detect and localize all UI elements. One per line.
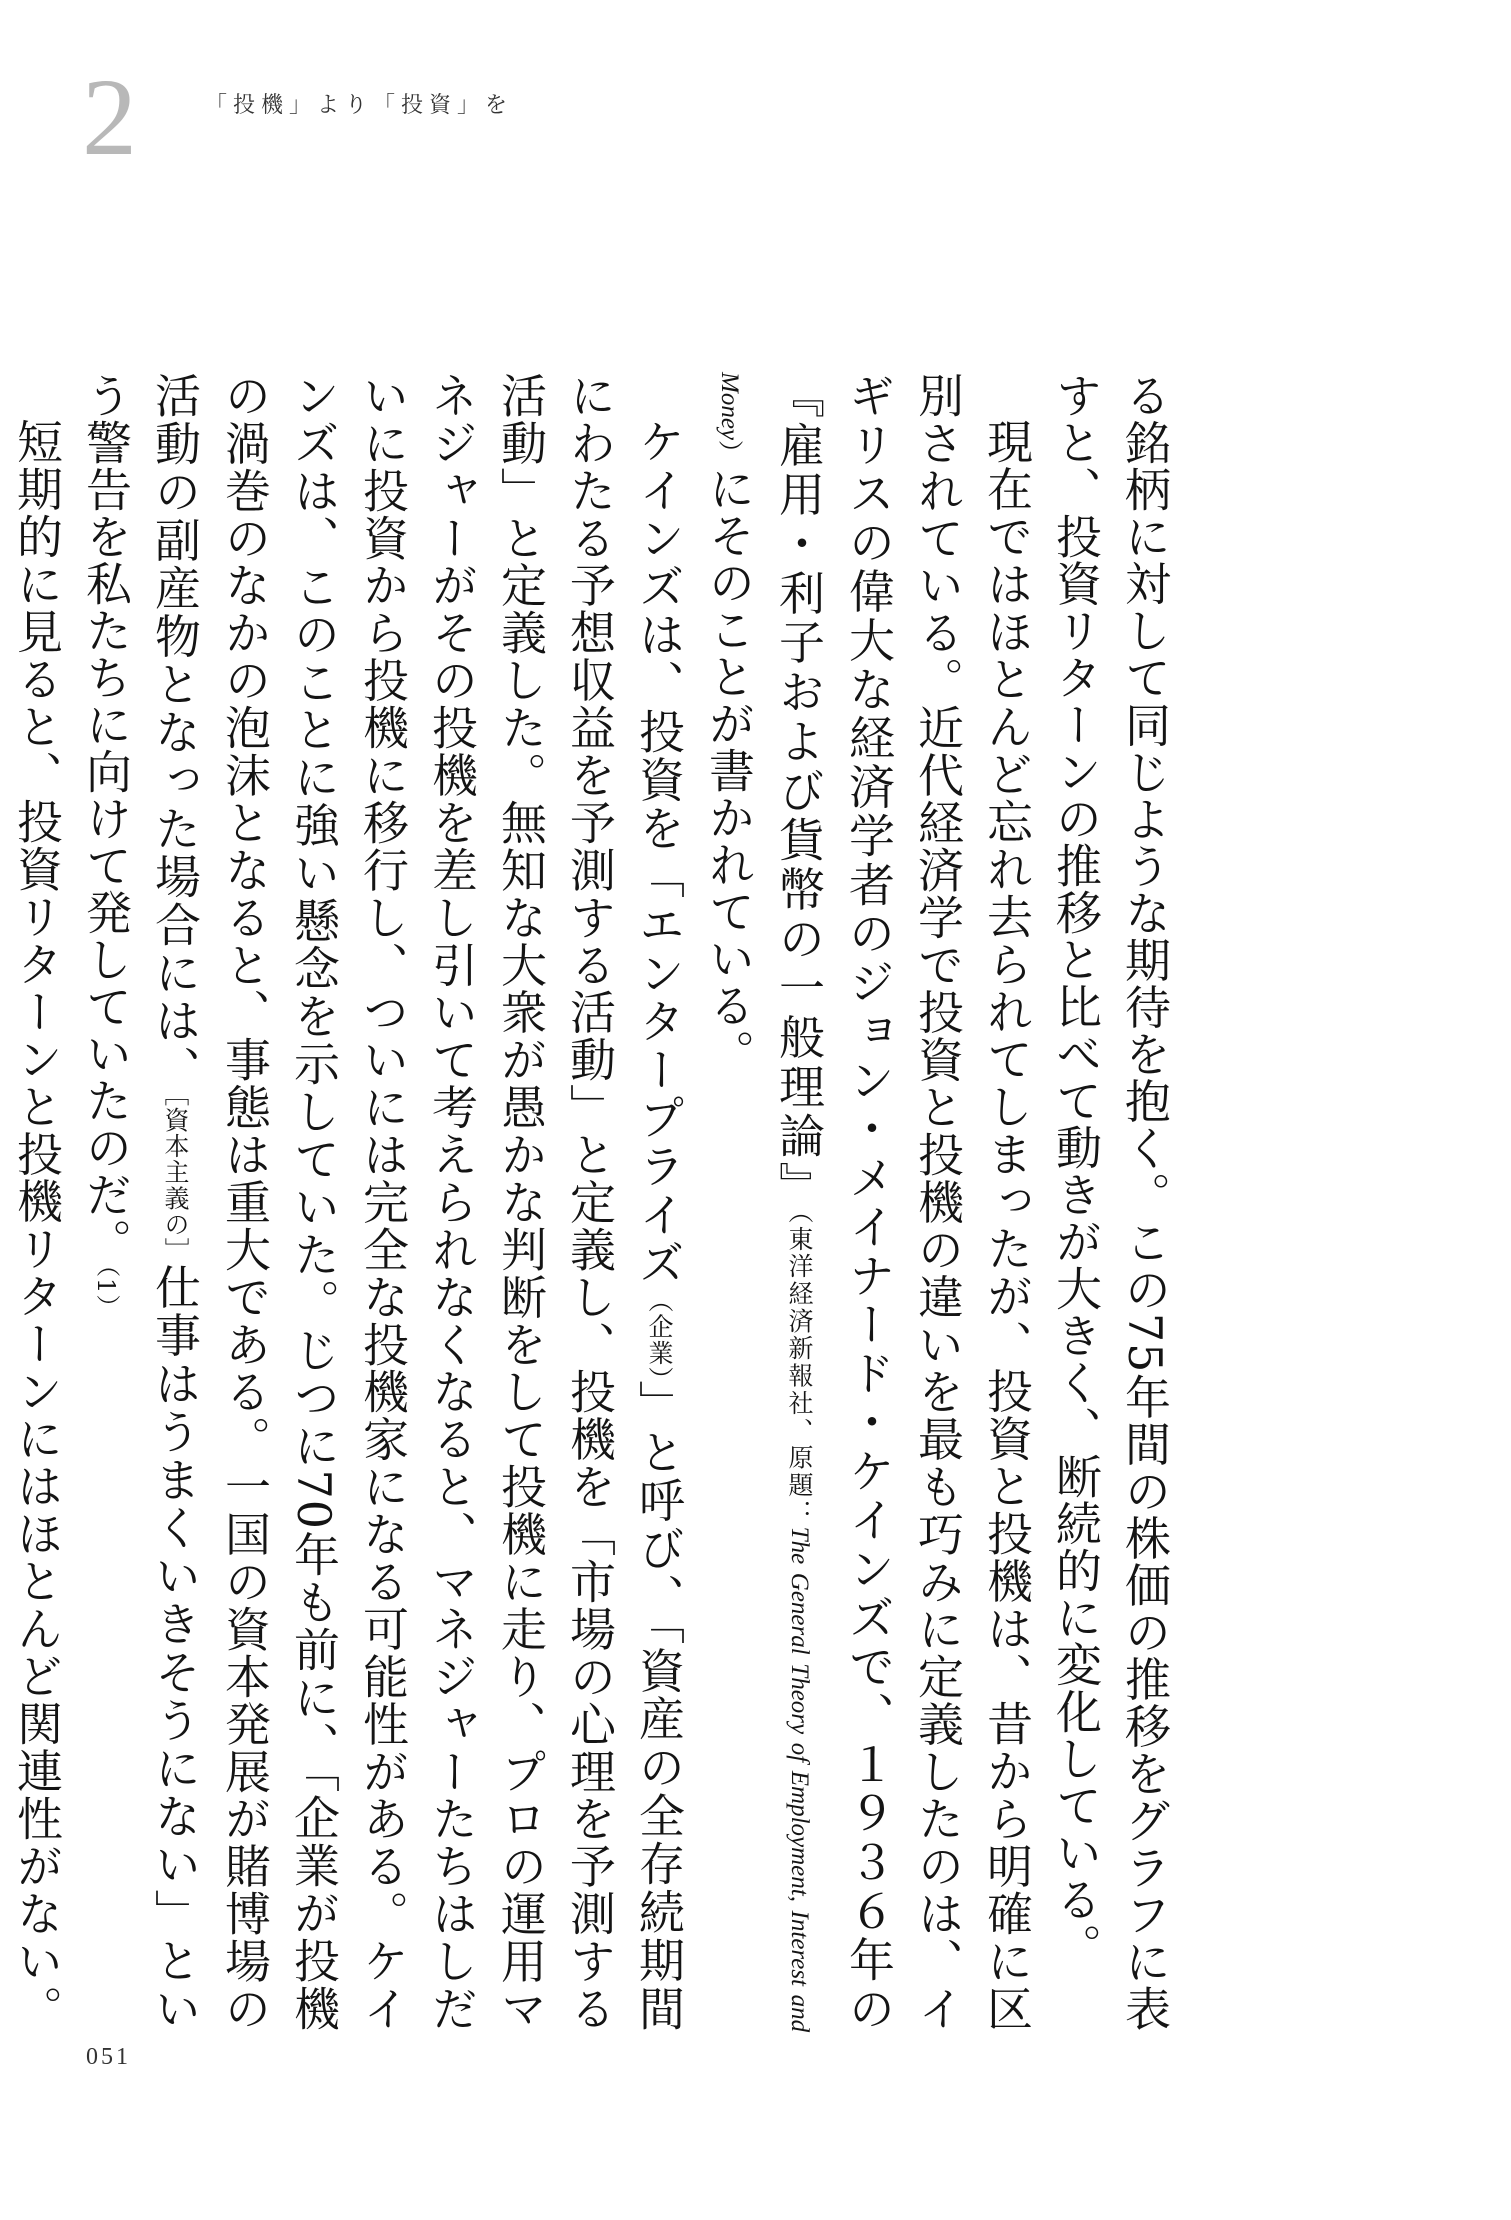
running-head-title: 「投機」より「投資」を [205,93,514,118]
body-text [0,372,1179,2032]
paragraph-2-end: にそのことが書かれている。 [702,465,756,1077]
paragraph-1: る銘柄に対して同じような期待を抱く。この75年間の株価の推移をグラフに表すと、投資リターンの推移と比べて動きが大きく、断続的に変化している。 [1049,372,1172,2032]
paragraph-3-part-c: 仕事はうまくいきそうにない」という警告を私たちに向けて発していたのだ。 [79,372,202,2033]
publisher-note-open: （東洋経済新報社、原題： [785,1210,814,1527]
paragraph-2 [694,372,1041,2032]
footnote-reference: （1） [92,1265,120,1320]
paragraph-3-part-a: ケインズは、投資を「エンタープライズ [632,418,686,1288]
original-title: The General Theory of Employment, Interest and Money [716,372,813,2033]
chapter-number: 2 [82,56,137,178]
enterprise-note: （企業） [645,1287,674,1381]
page-number: 051 [86,2044,131,2070]
publisher-note-close: ） [715,440,744,466]
paragraph-4: 短期的に見ると、投資リターンと投機リターンにはほとんど関連性がない。 [10,418,64,2033]
paragraph-2-intro: 現在ではほとんど忘れ去られてしまったが、投資と投機は、昔から明確に区別されている。近代経済学で投資と投機の違いを最も巧みに定義したのは、イギリスの偉大な経済学者のジョン・メイナード・ケインズで、１９３６年の『雇用・利子および貨幣の一般理論』 [772,372,1034,2033]
paragraph-3 [71,372,694,2032]
capitalism-note: ［資本主義の］ [161,1093,190,1264]
paragraph-3-part-b: 」と呼び、「資産の全存続期間にわたる予想収益を予測する活動」と定義し、投機を「市場の心理を予測する活動」と定義した。無知な大衆が愚かな判断をして投機に走り、プロの運用マネジャーがその投機を差し引いて考えられなくなると、マネジャーたちはしだいに投資から投機に移行し、ついには完全な投機家になる可能性がある。ケインズは、このことに強い懸念を示していた。じつに70年も前に、「企業が投機の渦巻のなかの泡沫となると、事態は重大である。一国の資本発展が賭博場の活動の副産物となった場合には、 [148,372,686,2033]
